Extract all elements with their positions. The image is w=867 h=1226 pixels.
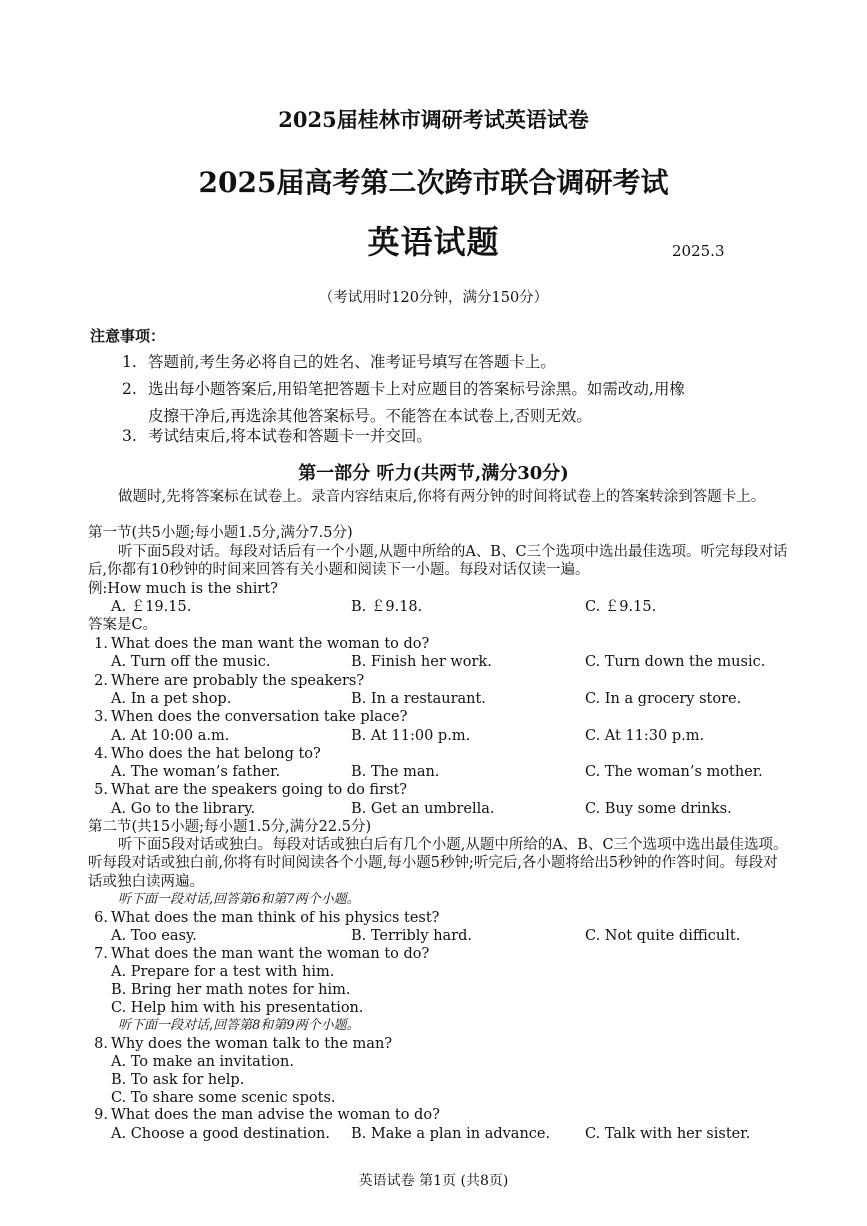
question-number: 7.: [94, 946, 108, 962]
option-b: B. At 11:00 p.m.: [351, 728, 471, 744]
question-8: [88, 1035, 788, 1053]
option-a: A. Turn off the music.: [111, 654, 271, 670]
question-text: Why does the woman talk to the man?: [111, 1036, 393, 1052]
notice-number: 1.: [122, 353, 137, 371]
example-question: 例:How much is the shirt?: [88, 581, 278, 597]
notice-item: [122, 349, 792, 376]
option-c: C. In a grocery store.: [585, 691, 742, 707]
question-number: 1.: [94, 636, 108, 652]
question-8-option-a: [88, 1053, 788, 1071]
question-5-options: [88, 800, 788, 818]
question-text: When does the conversation take place?: [111, 709, 408, 725]
question-text: What does the man think of his physics test?: [111, 910, 440, 926]
question-number: 5.: [94, 782, 108, 798]
question-9: [88, 1106, 788, 1124]
question-number: 4.: [94, 746, 108, 762]
question-8-option-b: [88, 1071, 788, 1089]
question-7-option-b: [88, 981, 788, 999]
question-number: 2.: [94, 673, 108, 689]
example-options: [88, 598, 788, 616]
notice-text-cont: 皮擦干净后,再选涂其他答案标号。不能答在本试卷上,否则无效。: [148, 407, 592, 425]
section-one-title: 第一节(共5小题;每小题1.5分,满分7.5分): [88, 525, 353, 541]
dialogue-intro: 听下面一段对话,回答第6和第7两个小题。: [118, 892, 360, 907]
question-7-option-c: [88, 999, 788, 1017]
option-c: C. Not quite difficult.: [585, 928, 741, 944]
question-2-options: [88, 690, 788, 708]
exam-super-title: 2025届桂林市调研考试英语试卷: [278, 107, 589, 132]
notice-number: 2.: [122, 380, 137, 398]
question-5: [88, 781, 788, 799]
option-a: A. Choose a good destination.: [111, 1126, 330, 1142]
option-a: A. To make an invitation.: [111, 1054, 294, 1070]
notice-text: 考试结束后,将本试卷和答题卡一并交回。: [148, 427, 432, 445]
option-c: C. To share some scenic spots.: [111, 1090, 336, 1106]
question-4: [88, 745, 788, 763]
exam-subject-title: 英语试题: [367, 223, 500, 261]
notice-number: 3.: [122, 427, 137, 445]
question-9-options: [88, 1125, 788, 1143]
option-b: B. The man.: [351, 764, 440, 780]
notice-item: [122, 376, 792, 430]
question-2: [88, 672, 788, 690]
question-3-options: [88, 727, 788, 745]
notice-text: 答题前,考生务必将自己的姓名、准考证号填写在答题卡上。: [148, 353, 556, 371]
question-7: [88, 945, 788, 963]
notice-heading: 注意事项：: [90, 327, 166, 345]
part-one-instruction: 做题时,先将答案标在试卷上。录音内容结束后,你将有两分钟的时间将试卷上的答案转涂到答题卡上。: [118, 489, 766, 505]
part-one-title: 第一部分 听力(共两节,满分30分): [298, 463, 569, 484]
exam-duration: （考试用时120分钟，满分150分）: [318, 290, 549, 306]
option-b: B. Make a plan in advance.: [351, 1126, 551, 1142]
question-number: 9.: [94, 1107, 108, 1123]
question-text: What are the speakers going to do first?: [111, 782, 408, 798]
question-number: 8.: [94, 1036, 108, 1052]
question-text: Where are probably the speakers?: [111, 673, 365, 689]
example-answer: 答案是C。: [88, 617, 158, 633]
option-b: B. In a restaurant.: [351, 691, 486, 707]
question-1: [88, 635, 788, 653]
option-a: A. The woman’s father.: [111, 764, 281, 780]
option-a: A. Go to the library.: [111, 801, 256, 817]
section-two-instruction: 听下面5段对话或独白。每段对话或独白后有几个小题,从题中所给的A、B、C三个选项中选出最佳选项。听每段对话或独白前,你将有时间阅读各个小题,每小题5秒钟;听完后,各小题将给出5秒钟的作答时间。每段对话或独白读两遍。: [88, 837, 788, 890]
option-a: A. In a pet shop.: [111, 691, 232, 707]
section-two-title: 第二节(共15小题;每小题1.5分,满分22.5分): [88, 819, 372, 835]
option-c: C. The woman’s mother.: [585, 764, 763, 780]
exam-date: 2025.3: [672, 242, 725, 260]
notice-item: [122, 423, 792, 450]
question-1-options: [88, 653, 788, 671]
option-b: B. Bring her math notes for him.: [111, 982, 351, 998]
question-7-option-a: [88, 963, 788, 981]
question-number: 6.: [94, 910, 108, 926]
option-c: C. Help him with his presentation.: [111, 1000, 364, 1016]
exam-main-title: 2025届高考第二次跨市联合调研考试: [198, 166, 669, 199]
section-one-instruction: 听下面5段对话。每段对话后有一个小题,从题中所给的A、B、C三个选项中选出最佳选项。听完每段对话后,你都有10秒钟的时间来回答有关小题和阅读下一小题。每段对话仅读一遍。: [88, 544, 788, 579]
question-6-options: [88, 927, 788, 945]
question-4-options: [88, 763, 788, 781]
option-c: C. Turn down the music.: [585, 654, 766, 670]
question-number: 3.: [94, 709, 108, 725]
option-c: C. Buy some drinks.: [585, 801, 732, 817]
option-c: C. ￡9.15.: [585, 599, 657, 615]
option-a: A. ￡19.15.: [111, 599, 192, 615]
option-c: C. At 11:30 p.m.: [585, 728, 705, 744]
question-8-option-c: [88, 1089, 788, 1107]
question-3: [88, 708, 788, 726]
question-6: [88, 909, 788, 927]
option-a: A. At 10:00 a.m.: [111, 728, 230, 744]
option-a: A. Too easy.: [111, 928, 197, 944]
dialogue-intro: 听下面一段对话,回答第8和第9两个小题。: [118, 1018, 360, 1033]
option-b: B. Finish her work.: [351, 654, 492, 670]
page-footer: 英语试卷 第1页 (共8页): [358, 1173, 509, 1189]
option-b: B. To ask for help.: [111, 1072, 245, 1088]
option-b: B. ￡9.18.: [351, 599, 423, 615]
question-text: What does the man want the woman to do?: [111, 946, 430, 962]
option-a: A. Prepare for a test with him.: [111, 964, 335, 980]
option-b: B. Terribly hard.: [351, 928, 473, 944]
option-b: B. Get an umbrella.: [351, 801, 495, 817]
option-c: C. Talk with her sister.: [585, 1126, 751, 1142]
question-text: Who does the hat belong to?: [111, 746, 321, 762]
question-text: What does the man want the woman to do?: [111, 636, 430, 652]
notice-text: 选出每小题答案后,用铅笔把答题卡上对应题目的答案标号涂黑。如需改动,用橡: [148, 380, 685, 398]
question-text: What does the man advise the woman to do?: [111, 1107, 440, 1123]
